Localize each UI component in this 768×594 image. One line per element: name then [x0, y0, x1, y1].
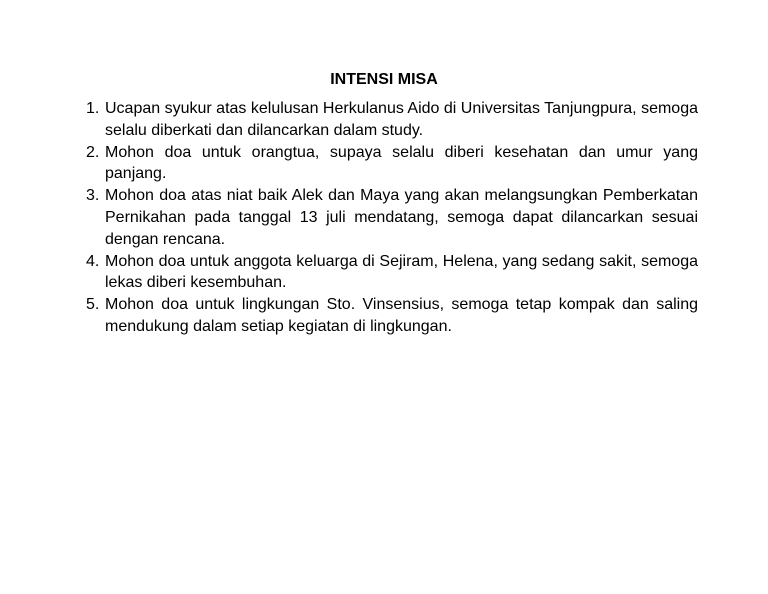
- list-item-number: 5.: [86, 296, 100, 314]
- list-item: [86, 294, 698, 338]
- list-item: [86, 185, 698, 250]
- list-item-number: 1.: [86, 100, 100, 117]
- list-item-text: Mohon doa atas niat baik Alek dan Maya yang akan melangsungkan Pemberkatan Pernikahan pada tanggal 13 juli mendatang, semoga dapat dilancarkan sesuai dengan rencana.: [105, 187, 698, 248]
- list-item: [86, 142, 698, 186]
- list-item: [86, 98, 698, 142]
- document-title: INTENSI MISA: [330, 71, 438, 88]
- list-item-number: 3.: [86, 187, 100, 205]
- intent-list: [86, 98, 698, 338]
- list-item-text: Mohon doa untuk anggota keluarga di Sejiram, Helena, yang sedang sakit, semoga lekas diberi kesembuhan.: [105, 252, 698, 292]
- list-item-text: Mohon doa untuk orangtua, supaya selalu diberi kesehatan dan umur yang panjang.: [105, 143, 698, 183]
- list-item-text: Ucapan syukur atas kelulusan Herkulanus Aido di Universitas Tanjungpura, semoga selalu diberkati dan dilancarkan dalam study.: [105, 100, 698, 139]
- list-item-number: 2.: [86, 143, 100, 161]
- list-item-text: Mohon doa untuk lingkungan Sto. Vinsensius, semoga tetap kompak dan saling mendukung dalam setiap kegiatan di lingkungan.: [105, 296, 698, 335]
- list-item-number: 4.: [86, 252, 100, 270]
- list-item: [86, 251, 698, 295]
